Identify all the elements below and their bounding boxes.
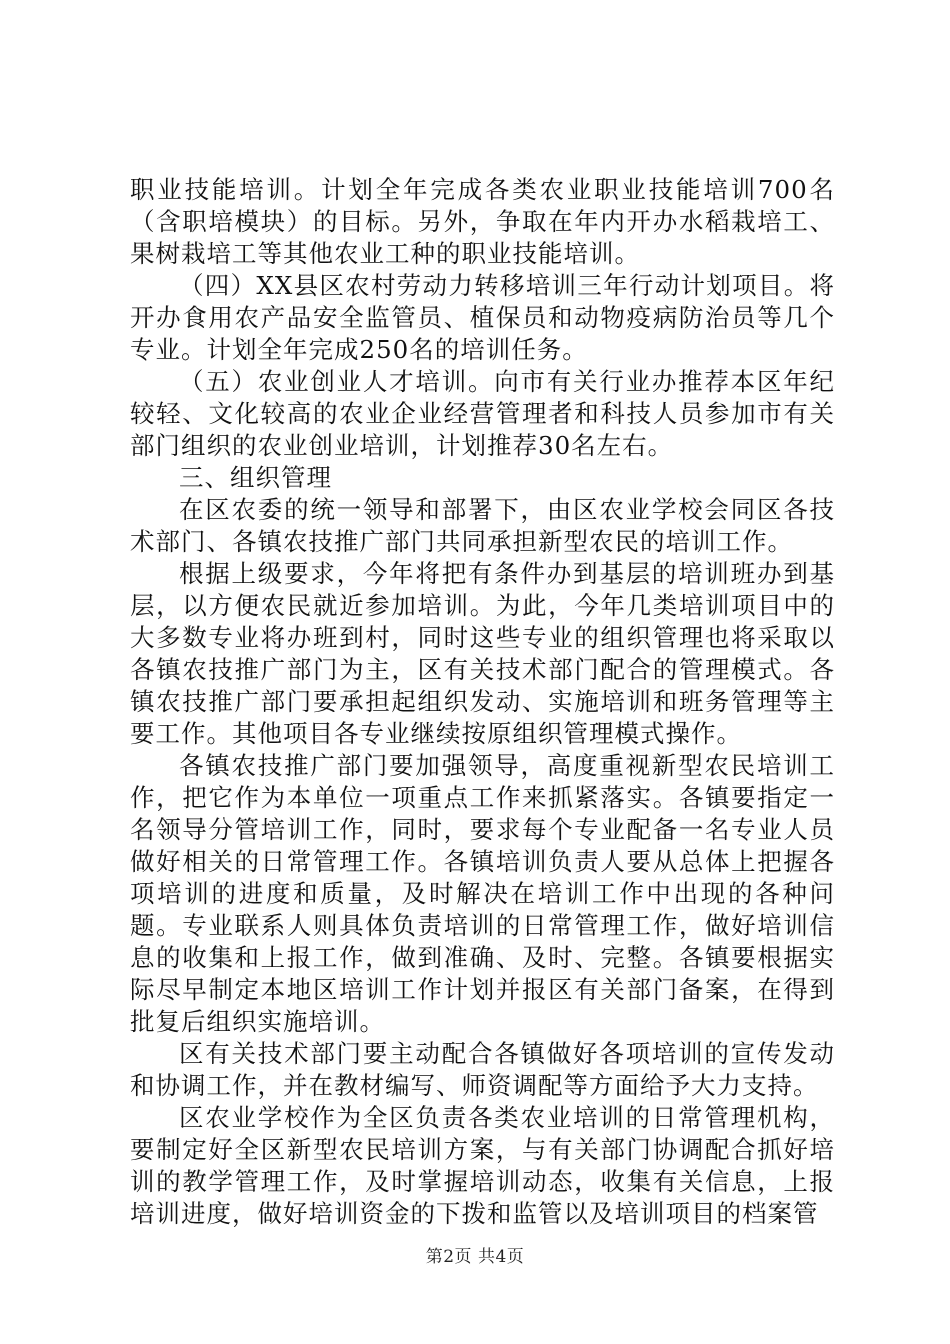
paragraph-town-departments: 各镇农技推广部门要加强领导，高度重视新型农民培训工作，把它作为本单位一项重点工作来抓紧落实。各镇要指定一名领导分管培训工作，同时，要求每个专业配备一名专业人员做好相关的日常管理工作。各镇培训负责人要从总体上把握各项培训的进度和质量，及时解决在培训工作中出现的各种问题。专业联系人则具体负责培训的日常管理工作，做好培训信息的收集和上报工作，做到准确、及时、完整。各镇要根据实际尽早制定本地区培训工作计划并报区有关部门备案，在得到批复后组织实施培训。 [130, 751, 835, 1036]
paragraph-agricultural-school: 区农业学校作为全区负责各类农业培训的日常管理机构，要制定好全区新型农民培训方案，与有关部门协调配合抓好培训的教学管理工作，及时掌握培训动态，收集有关信息，上报培训进度，做好培训资金的下拨和监管以及培训项目的档案管 [130, 1103, 835, 1228]
section-heading-organization: 三、组织管理 [179, 463, 332, 492]
paragraph-leadership: 在区农委的统一领导和部署下，由区农业学校会同区各技术部门、各镇农技推广部门共同承担新型农民的培训工作。 [130, 495, 835, 556]
paragraph-technical-departments: 区有关技术部门要主动配合各镇做好各项培训的宣传发动和协调工作，并在教材编写、师资调配等方面给予大力支持。 [130, 1039, 835, 1100]
paragraph-continuation: 职业技能培训。计划全年完成各类农业职业技能培训700名（含职培模块）的目标。另外，争取在年内开办水稻栽培工、果树栽培工等其他农业工种的职业技能培训。 [130, 175, 835, 268]
page-number-footer: 第2页 共4页 [425, 1247, 525, 1267]
paragraph-grassroots-training: 根据上级要求，今年将把有条件办到基层的培训班办到基层，以方便农民就近参加培训。为此，今年几类培训项目中的大多数专业将办班到村，同时这些专业的组织管理也将采取以各镇农技推广部门为主，区有关技术部门配合的管理模式。各镇农技推广部门要承担起组织发动、实施培训和班务管理等主要工作。其他项目各专业继续按原组织管理模式操作。 [130, 559, 835, 748]
paragraph-item-five: （五）农业创业人才培训。向市有关行业办推荐本区年纪较轻、文化较高的农业企业经营管理者和科技人员参加市有关部门组织的农业创业培训，计划推荐30名左右。 [130, 367, 835, 460]
paragraph-item-four: （四）XX县区农村劳动力转移培训三年行动计划项目。将开办食用农产品安全监管员、植保员和动物疫病防治员等几个专业。计划全年完成250名的培训任务。 [130, 271, 835, 364]
document-body [130, 174, 835, 1230]
